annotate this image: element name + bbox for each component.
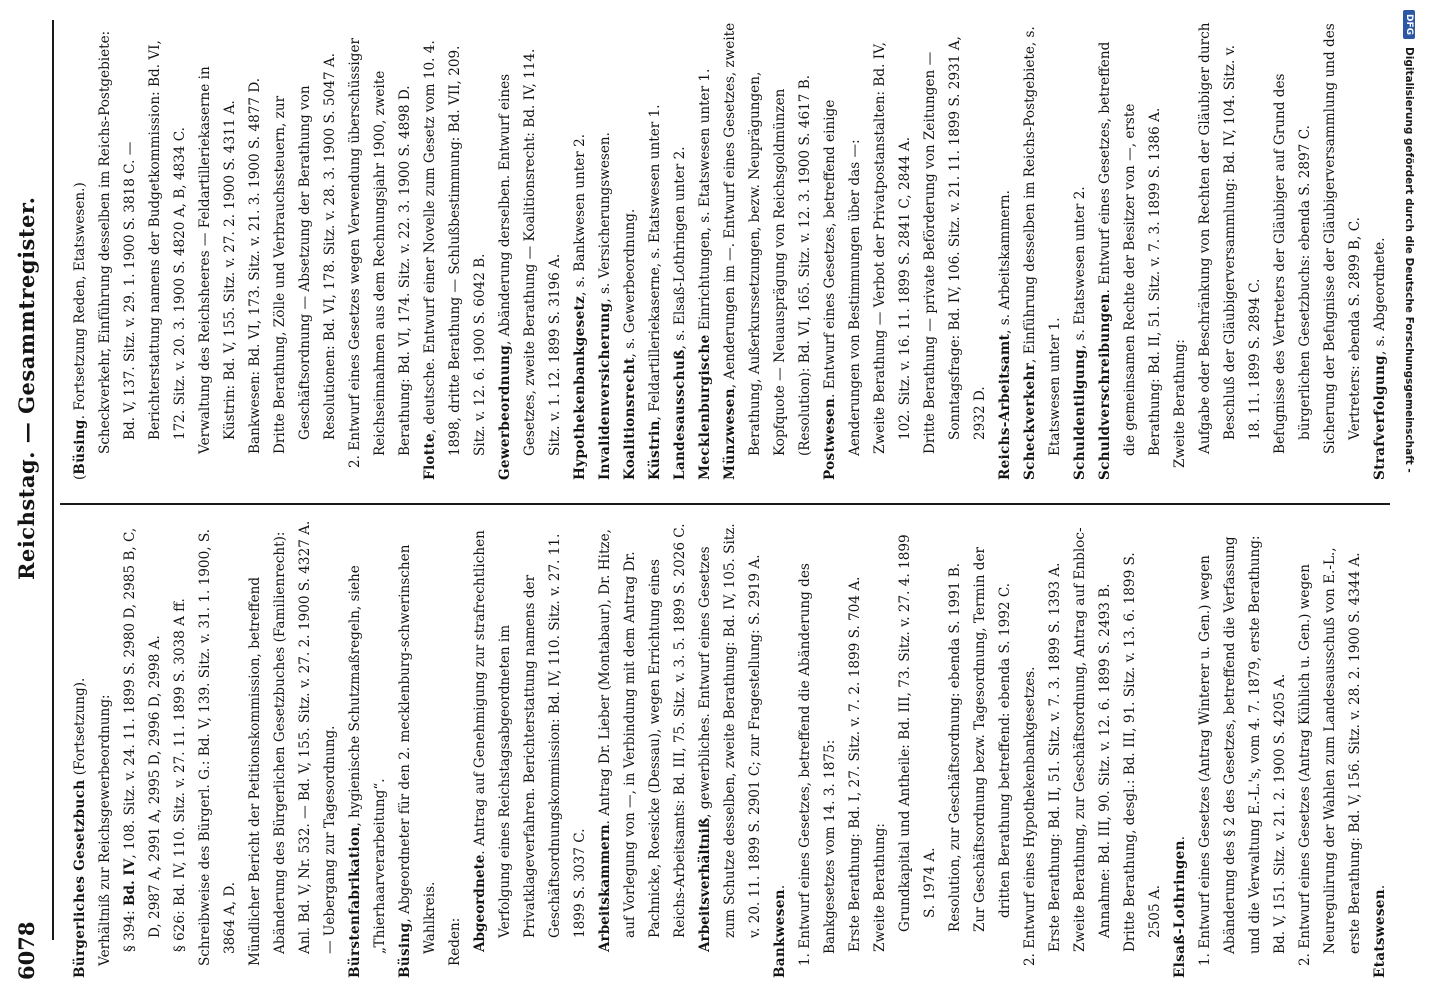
index-subentry: Zweite Berathung, zur Geschäftsordnung, Antrag auf Enbloc-Annahme: Bd. III, 90. Sitz. v. 12. 6. 1899 S. 2493 B.	[1072, 527, 1113, 952]
index-subentry: Dritte Berathung — private Beförderung von Zeitungen — Sonntagsfrage: Bd. IV, 106. Sitz. v. 21. 11. 1899 S. 2931 A, 2932 D.	[922, 36, 988, 454]
index-entry: Schuldverschreibungen. Entwurf eines Gesetzes, betreffend die gemeinsamen Rechte der Besitzer von —, erste Berathung: Bd. II, 51. Sitz. v. 7. 3. 1899 S. 1386 A.	[1097, 41, 1163, 480]
header-rule	[52, 20, 54, 940]
index-entry: Bürstenfabrikation, hygienische Schutzmaßregeln, siehe „Thierhaarverarbeitung“.	[347, 565, 388, 978]
index-entry: (Büsing. Fortsetzung Reden, Etatswesen.)	[72, 182, 88, 480]
index-entry: Landesausschuß, s. Elsaß-Lothringen unter 2.	[672, 146, 688, 480]
index-subentry: Befugnisse des Vertreters der Gläubiger auf Grund des bürgerlichen Gesetzbuchs: ebenda S. 2897 C.	[1272, 73, 1313, 454]
index-entry: Mecklenburgische Einrichtungen, s. Etatswesen unter 1.	[697, 68, 713, 480]
index-subentry: Zweite Berathung:	[1172, 339, 1188, 468]
index-entry: Flotte, deutsche. Entwurf einer Novelle zum Gesetz vom 10. 4. 1898, dritte Berathung — Schlußbestimmung: Bd. VII, 209. Sitz. v. 12. 6. 1900 S. 6042 B.	[422, 40, 488, 480]
index-subentry: 1. Entwurf eines Gesetzes (Antrag Winterer u. Gen.) wegen Abänderung des § 2 des Gesetzes, betreffend die Verfassung und die Verwaltung E.-L.'s, vom 4. 7. 1879, erste Berathung: Bd. V, 151. Sitz. v. 21. 2. 1900 S. 4205 A.	[1197, 535, 1288, 966]
index-subentry: Grundkapital und Antheile: Bd. III, 73. Sitz. v. 27. 4. 1899 S. 1974 A.	[897, 534, 938, 932]
header-title: Reichstag. — Gesammtregister.	[14, 196, 39, 580]
index-entry: Strafverfolgung, s. Abgeordnete.	[1372, 237, 1388, 480]
index-entry: Scheckverkehr, Einführung desselben im Reichs-Postgebiete, s. Etatswesen unter 1.	[1022, 26, 1063, 480]
index-subentry: § 394: Bd. IV, 108. Sitz. v. 24. 11. 1899 S. 2980 D, 2985 B, C, D, 2987 A, 2991 A, 2995 D, 2996 D, 2998 A.	[122, 527, 163, 952]
index-subentry: Abgeordnete. Antrag auf Genehmigung zur strafrechtlichen Verfolgung eines Reichstagsabgeordneten im Privatklageverfahren. Berichterstattung namens der Geschäftsordnungskommission: Bd. IV, 110. Sitz. v. 27. 11. 1899 S. 3037 C.	[472, 530, 588, 952]
index-subentry: Dritte Berathung, Zölle und Verbrauchssteuern, zur Geschäftsordnung — Absetzung der Berathung von Resolutionen: Bd. VI, 178. Sitz. v. 28. 3. 1900 S. 5047 A.	[272, 52, 338, 454]
index-entry: Reichs-Arbeitsamt, s. Arbeitskammern.	[997, 190, 1013, 480]
index-subentry: Schreibweise des Bürgerl. G.: Bd. V, 139. Sitz. v. 31. 1. 1900, S. 3864 A, D.	[197, 528, 238, 966]
index-subentry: 2. Entwurf eines Hypothekenbankgesetzes.	[1022, 666, 1038, 966]
index-entry: Bürgerliches Gesetzbuch (Fortsetzung).	[72, 677, 88, 978]
index-subentry: 2. Entwurf eines Gesetzes wegen Verwendung überschüssiger Reichseinnahmen aus dem Rechnungsjahr 1900, zweite Berathung: Bd. VI, 174. Sitz. v. 22. 3. 1900 S. 4898 D.	[347, 38, 413, 468]
index-subentry: Reden:	[447, 917, 463, 966]
index-subentry: Scheckverkehr, Einführung desselben im Reichs-Postgebiete: Bd. V, 137. Sitz. v. 29. 1. 1900 S. 3818 C. — Berichterstattung namens der Budgetkommission: Bd. VI, 172. Sitz. v. 20. 3. 1900 S. 4820 A, B, 4834 C.	[97, 30, 188, 454]
index-subentry: Zur Geschäftsordnung bezw. Tagesordnung, Termin der dritten Berathung betreffend: ebenda S. 1992 C.	[972, 546, 1013, 932]
index-entry: Hypothekenbankgesetz, s. Bankwesen unter 2.	[572, 133, 588, 480]
index-subentry: Verwaltung des Reichsheeres — Feldartilleriekaserne in Küstrin: Bd. V, 155. Sitz. v. 27. 2. 1900 S. 4311 A.	[197, 66, 238, 454]
index-entry: Invalidenversicherung, s. Versicherungswesen.	[597, 132, 613, 480]
index-subentry: Erste Berathung: Bd. I, 27. Sitz. v. 7. 2. 1899 S. 704 A.	[847, 576, 863, 952]
index-subentry: Mündlicher Bericht der Petitionskommission, betreffend Abänderung des Bürgerlichen Gesetzbuches (Familienrecht): Anl. Bd. V, Nr. 532. — Bd. V, 155. Sitz. v. 27. 2. 1900 S. 4327 A. — Uebergang zur Tagesordnung.	[247, 520, 338, 966]
index-subentry: Bankwesen: Bd. VI, 173. Sitz. v. 21. 3. 1900 S. 4877 D.	[247, 77, 263, 454]
index-subentry: Resolution, zur Geschäftsordnung: ebenda S. 1991 B.	[947, 562, 963, 932]
right-column	[68, 22, 1388, 480]
column-divider	[60, 503, 1390, 505]
index-subentry: 2. Entwurf eines Gesetzes (Antrag Kühlich u. Gen.) wegen Neuregulirung der Wahlen zum Landesausschuß von E.-L., erste Berathung: Bd. V, 156. Sitz. v. 28. 2. 1900 S. 4344 A.	[1297, 547, 1363, 966]
index-entry: Elsaß-Lothringen.	[1172, 835, 1188, 978]
index-entry: Etatswesen.	[1372, 884, 1388, 978]
index-entry: Postwesen. Entwurf eines Gesetzes, betreffend einige Aenderungen von Bestimmungen über das —:	[822, 99, 863, 480]
index-entry: Büsing, Abgeordneter für den 2. mecklenburg-schwerinschen Wahlkreis.	[397, 544, 438, 978]
index-entry: Koalitionsrecht, s. Gewerbeordnung.	[622, 208, 638, 480]
running-head	[14, 0, 44, 980]
index-subentry: Zweite Berathung — Verbot der Privatpostanstalten: Bd. IV, 102. Sitz. v. 16. 11. 1899 S. 2841 C, 2844 A.	[872, 42, 913, 454]
dfg-logo: DFG	[1403, 10, 1415, 39]
index-entry: Küstrin, Feldartilleriekaserne, s. Etatswesen unter 1.	[647, 104, 663, 480]
index-entry: Bankwesen.	[772, 884, 788, 978]
index-subentry: Sicherung der Befugnisse der Gläubigerversammlung und des Vertreters: ebenda S. 2899 B, C.	[1322, 23, 1363, 454]
index-subentry: Aufgabe oder Beschränkung von Rechten der Gläubiger durch Beschluß der Gläubigerversammlung: Bd. IV, 104. Sitz. v. 18. 11. 1899 S. 2894 C.	[1197, 22, 1263, 454]
credit-text: Digitalisierung gefördert durch die Deutsche Forschungsgemeinschaft -	[1403, 47, 1415, 473]
index-subentry: Zweite Berathung:	[872, 823, 888, 952]
index-entry: Schuldentilgung, s. Etatswesen unter 2.	[1072, 186, 1088, 480]
index-entry: Münzwesen, Aenderungen im —. Entwurf eines Gesetzes, zweite Berathung, Außerkurssetzungen, bezw. Neuprägungen, Kopfquote — Neuausprägung von Reichsgoldmünzen (Resolution): Bd. VI, 165. Sitz. v. 12. 3. 1900 S. 4617 B.	[722, 22, 813, 480]
digitization-credit	[1402, 0, 1424, 1000]
page-number: 6078	[14, 921, 39, 980]
index-subentry: Verhältniß zur Reichsgewerbeordnung:	[97, 694, 113, 966]
index-subentry: Arbeitsverhältniß, gewerbliches. Entwurf eines Gesetzes zum Schutze desselben, zweite Berathung: Bd. IV, 105. Sitz. v. 20. 11. 1899 S. 2901 C; zur Fragestellung: S. 2919 A.	[697, 523, 763, 952]
index-subentry: Arbeitskammern. Antrag Dr. Lieber (Montabaur), Dr. Hitze, auf Vorlegung von —, in Verbindung mit dem Antrag Dr. Pachnicke, Roesicke (Dessau), wegen Errichtung eines Reichs-Arbeitsamts: Bd. III, 75. Sitz. v. 3. 5. 1899 S. 2026 C.	[597, 523, 688, 952]
index-subentry: 1. Entwurf eines Gesetzes, betreffend die Abänderung des Bankgesetzes vom 14. 3. 1875:	[797, 563, 838, 966]
index-subentry: § 626: Bd. IV, 110. Sitz. v. 27. 11. 1899 S. 3038 A ff.	[172, 598, 188, 952]
index-entry: Gewerbeordnung, Abänderung derselben. Entwurf eines Gesetzes, zweite Berathung — Koalitionsrecht: Bd. IV, 114. Sitz. v. 1. 12. 1899 S. 3196 A.	[497, 48, 563, 480]
left-column	[68, 520, 1388, 978]
index-subentry: Dritte Berathung, desgl.: Bd. III, 91. Sitz. v. 13. 6. 1899 S. 2505 A.	[1122, 552, 1163, 952]
index-subentry: Erste Berathung: Bd. II, 51. Sitz. v. 7. 3. 1899 S. 1393 A.	[1047, 562, 1063, 952]
